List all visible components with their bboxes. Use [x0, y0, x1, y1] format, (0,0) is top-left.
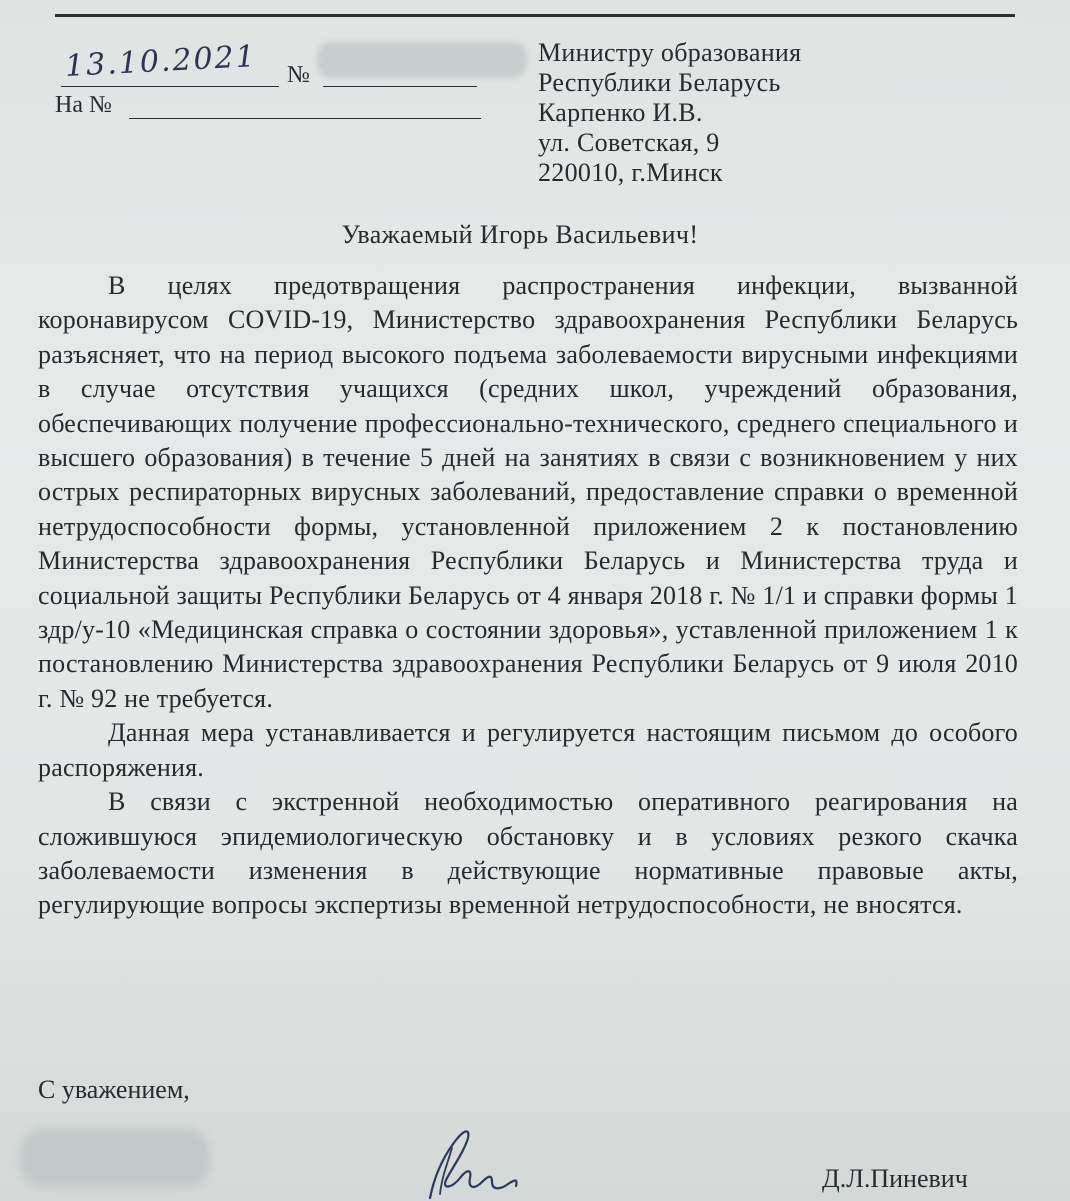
salutation: Уважаемый Игорь Васильевич! — [341, 220, 699, 249]
date-underline — [61, 86, 279, 87]
addressee-line: ул. Советская, 9 — [538, 128, 720, 157]
addressee-line: Министру образования — [538, 38, 802, 67]
addressee-block — [538, 38, 801, 188]
handwritten-date: 13.10.2021 — [64, 39, 258, 84]
reply-number-label: На № — [55, 92, 112, 118]
redacted-number — [317, 42, 527, 78]
number-label: № — [287, 62, 310, 88]
addressee-line: Карпенко И.В. — [538, 98, 703, 127]
addressee-line: 220010, г.Минск — [538, 158, 723, 187]
top-rule — [55, 14, 1015, 17]
redacted-position — [20, 1128, 210, 1188]
closing: С уважением, — [38, 1075, 190, 1104]
body-paragraph: Данная мера устанавливается и регулируется настоящим письмом до особого распоряжения. — [38, 718, 1018, 782]
date-number-block — [55, 39, 505, 132]
reply-number-underline — [129, 118, 481, 119]
letter-body — [38, 269, 1018, 923]
signer-name: Д.Л.Пиневич — [822, 1164, 968, 1193]
body-paragraph: В целях предотвращения распространения инфекции, вызванной коронавирусом COVID-19, Министерство здравоохранения Республики Беларусь разъясняет, что на период высокого подъема заболеваемости вирусными инфекциями в случае отсутствия учащихся (средних школ, учреждений образования, обеспечивающих получение профессионально-технического, среднего специального и высшего образования) в течение 5 дней на занятиях в связи с возникновением у них острых респираторных вирусных заболеваний, предоставление справки о временной нетрудоспособности формы, установленной приложением 2 к постановлению Министерства здравоохранения Республики Беларусь и Министерства труда и социальной защиты Республики Беларусь от 4 января 2018 г. № 1/1 и справки формы 1 здр/у-10 «Медицинская справка о состоянии здоровья», уставленной приложением 1 к постановлению Министерства здравоохранения Республики Беларусь от 9 июля 2010 г. № 92 не требуется. — [38, 271, 1018, 713]
body-paragraph: В связи с экстренной необходимостью оперативного реагирования на сложившуюся эпидемиологическую обстановку и в условиях резкого скачка заболеваемости изменения в действующие нормативные правовые акты, регулирующие вопросы экспертизы временной нетрудоспособности, не вносятся. — [38, 787, 1018, 920]
handwritten-signature — [412, 1118, 542, 1201]
number-underline — [323, 86, 477, 87]
addressee-line: Республики Беларусь — [538, 68, 781, 97]
